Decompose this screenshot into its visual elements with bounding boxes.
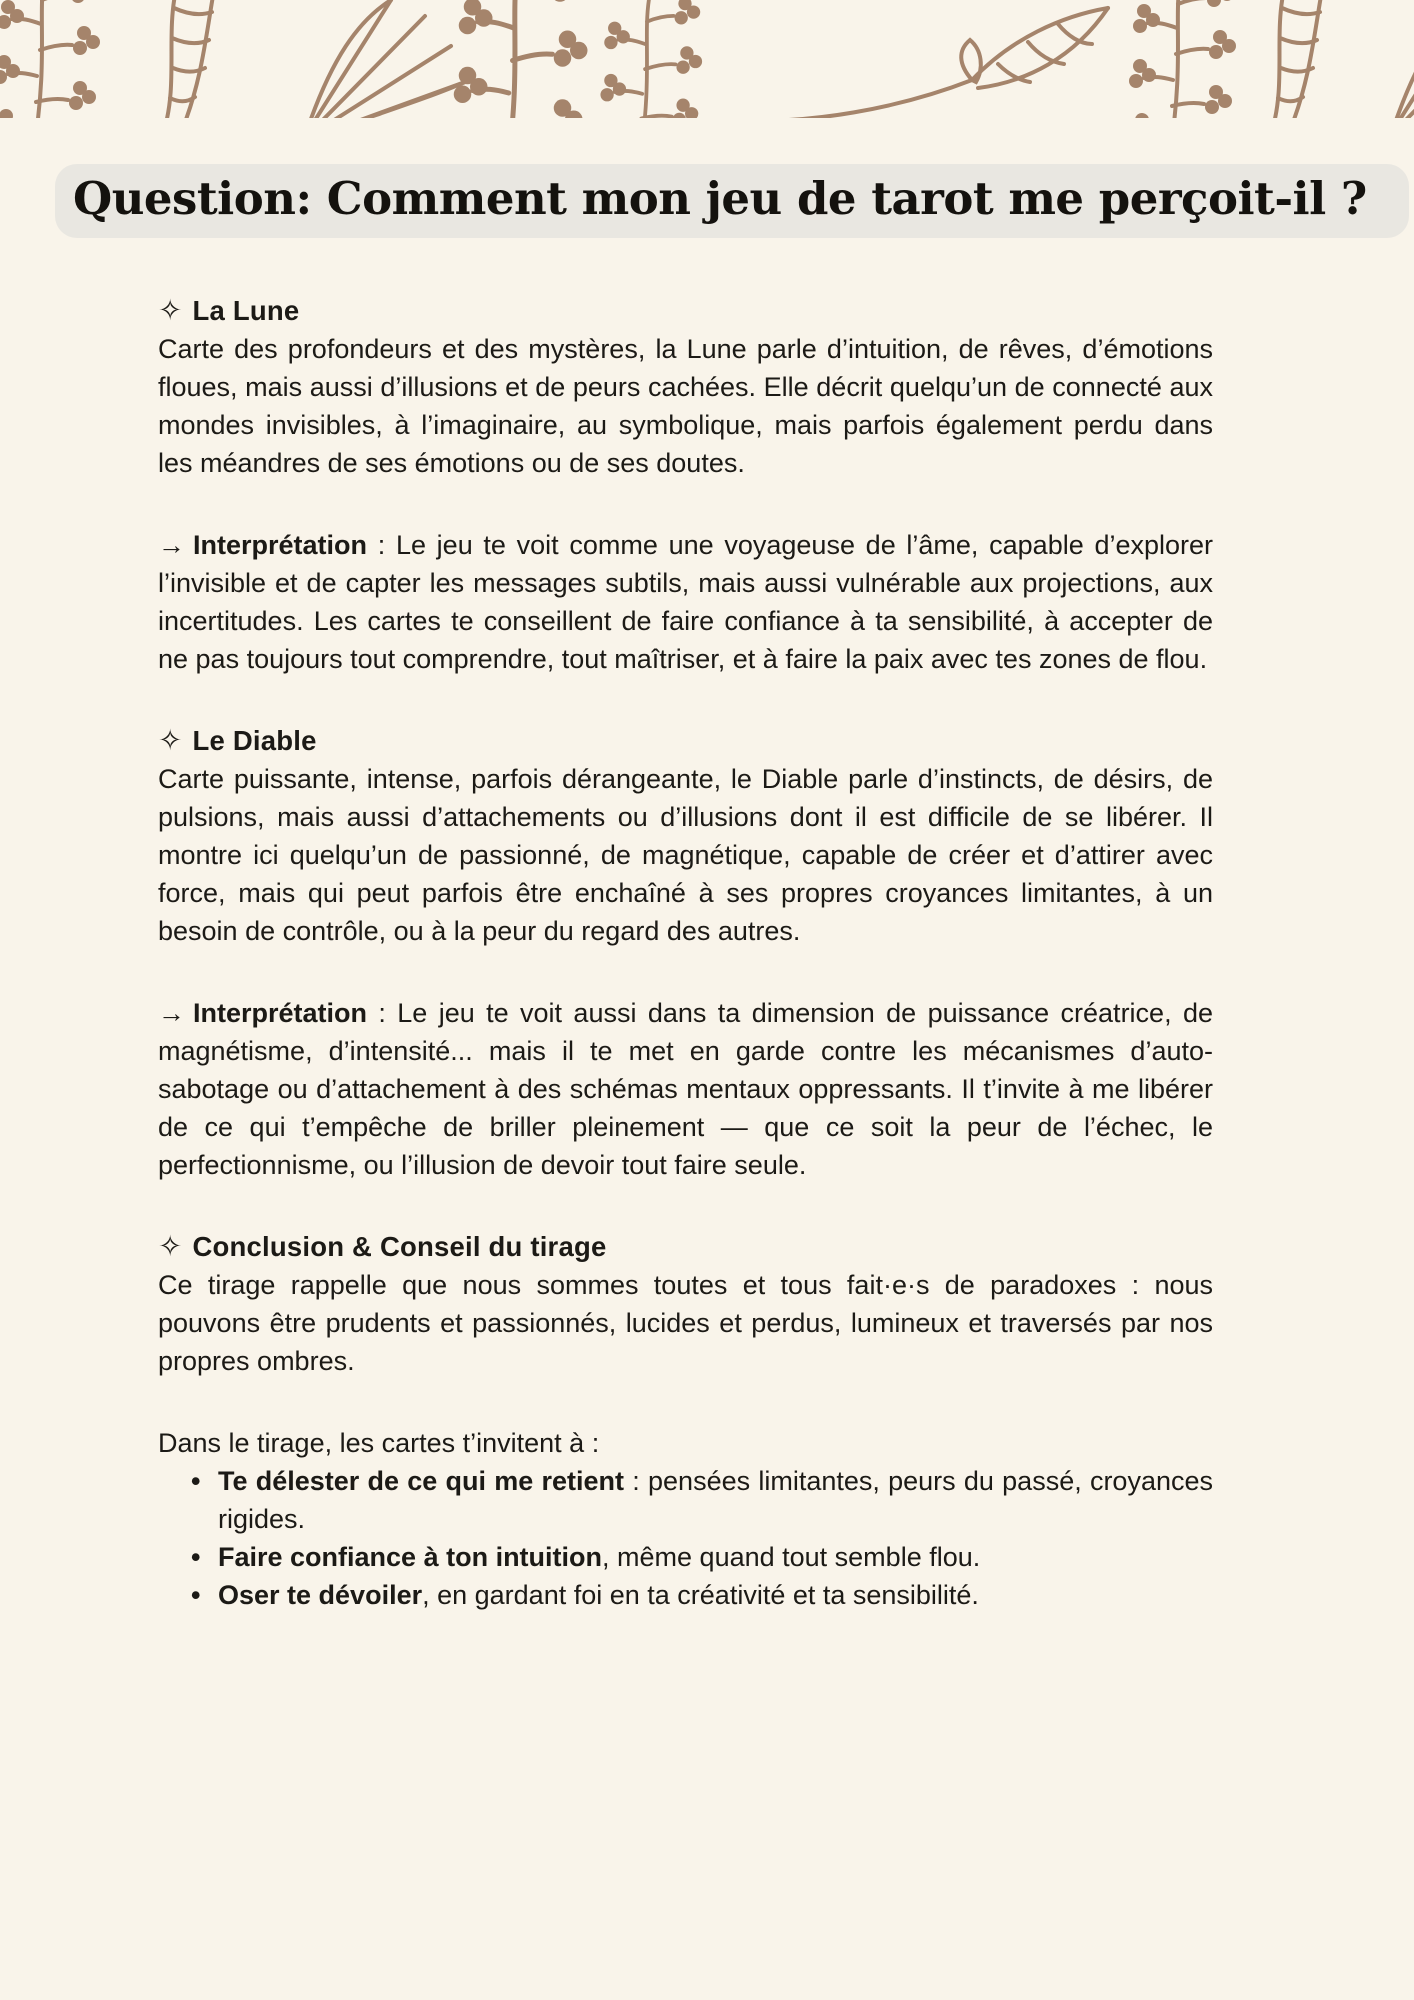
botanical-header-band xyxy=(0,0,1414,118)
advice-rest: , même quand tout semble flou. xyxy=(602,1542,981,1572)
section-heading-la-lune xyxy=(158,292,1213,330)
section-heading-label: La Lune xyxy=(192,295,300,326)
section-le-diable xyxy=(158,722,1213,1184)
list-item xyxy=(158,1462,1213,1538)
advice-bold: Faire confiance à ton intuition xyxy=(218,1542,603,1572)
section-heading-label: Conclusion & Conseil du tirage xyxy=(192,1231,607,1262)
botanical-illustration xyxy=(0,0,1414,118)
page-title: Question: Comment mon jeu de tarot me perçoit-il ? xyxy=(55,164,1409,238)
advice-intro: Dans le tirage, les cartes t’invitent à : xyxy=(158,1428,600,1458)
list-item xyxy=(158,1538,1213,1576)
sparkle-icon: ✧ xyxy=(158,295,183,327)
title-area xyxy=(55,164,1414,238)
arrow-icon: → xyxy=(158,998,185,1028)
card-description: Carte puissante, intense, parfois dérangeante, le Diable parle d’instincts, de désirs, de pulsions, mais aussi d’attachements ou d’illusions dont il est difficile de se libérer. Il montre ici quelqu’un de passionné, de magnétique, capable de créer et d’attirer avec force, mais qui peut parfois être enchaîné à ses propres croyances limitantes, à un besoin de contrôle, ou à la peur du regard des autres. xyxy=(158,764,1213,946)
advice-rest: , en gardant foi en ta créativité et ta sensibilité. xyxy=(422,1580,979,1610)
section-heading-conclusion xyxy=(158,1228,1213,1266)
card-description: Carte des profondeurs et des mystères, la Lune parle d’intuition, de rêves, d’émotions floues, mais aussi d’illusions et de peurs cachées. Elle décrit quelqu’un de connecté aux mondes invisibles, à l’imaginaire, au symbolique, mais parfois également perdu dans les méandres de ses émotions ou de ses doutes. xyxy=(158,334,1213,478)
advice-bold: Te délester de ce qui me retient xyxy=(218,1466,625,1496)
advice-bold: Oser te dévoiler xyxy=(218,1580,423,1610)
interpretation-label: Interprétation xyxy=(193,998,368,1028)
tarot-reading-content xyxy=(158,238,1213,1614)
card-interpretation xyxy=(158,526,1213,678)
advice-list xyxy=(158,1462,1213,1614)
sparkle-icon: ✧ xyxy=(158,725,183,757)
conclusion-text: Ce tirage rappelle que nous sommes toutes et tous fait·e·s de paradoxes : nous pouvons être prudents et passionnés, lucides et perdus, lumineux et traversés par nos propres ombres. xyxy=(158,1270,1213,1376)
section-la-lune xyxy=(158,292,1213,678)
bullet-icon: • xyxy=(191,1580,201,1610)
interpretation-text: : Le jeu te voit comme une voyageuse de l’âme, capable d’explorer l’invisible et de capter les messages subtils, mais aussi vulnérable aux projections, aux incertitudes. Les cartes te conseillent de faire confiance à ta sensibilité, à accepter de ne pas toujours tout comprendre, tout maîtriser, et à faire la paix avec tes zones de flou. xyxy=(158,530,1213,674)
arrow-icon: → xyxy=(158,530,185,560)
card-interpretation xyxy=(158,994,1213,1184)
bullet-icon: • xyxy=(191,1466,201,1496)
list-item xyxy=(158,1576,1213,1614)
bullet-icon: • xyxy=(191,1542,201,1572)
section-conclusion xyxy=(158,1228,1213,1614)
interpretation-label: Interprétation xyxy=(193,530,368,560)
section-heading-le-diable xyxy=(158,722,1213,760)
sparkle-icon: ✧ xyxy=(158,1231,183,1263)
interpretation-text: : Le jeu te voit aussi dans ta dimension de puissance créatrice, de magnétisme, d’intensité... mais il te met en garde contre les mécanismes d’auto-sabotage ou d’attachement à des schémas mentaux oppressants. Il t’invite à me libérer de ce qui t’empêche de briller pleinement — que ce soit la peur de l’échec, le perfectionnisme, ou l’illusion de devoir tout faire seule. xyxy=(158,998,1213,1180)
advice-rest: : pensées limitantes, peurs du passé, croyances rigides. xyxy=(218,1466,1213,1534)
section-heading-label: Le Diable xyxy=(192,725,317,756)
